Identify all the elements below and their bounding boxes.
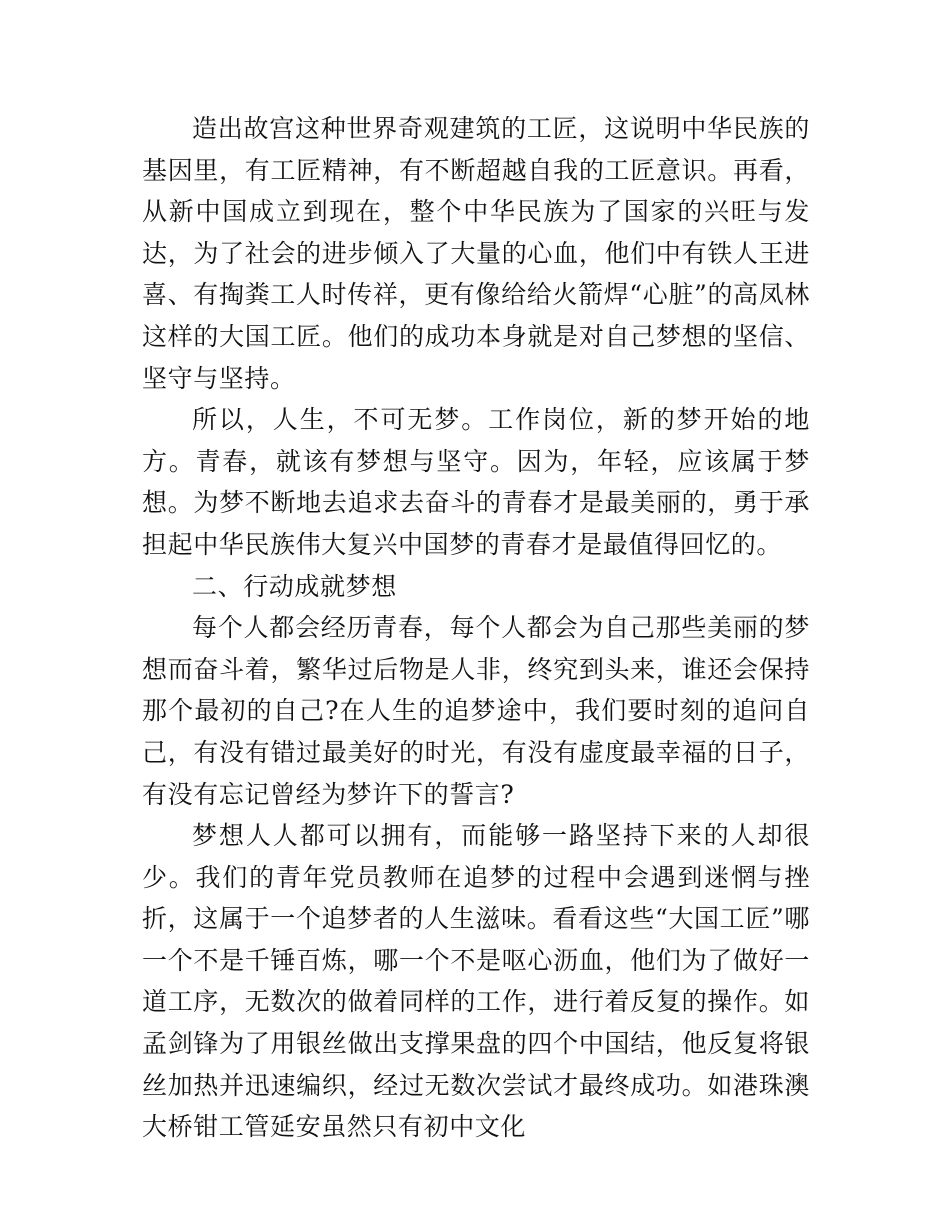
body-text xyxy=(142,108,810,1148)
paragraph-craftsman-spirit: 造出故宫这种世界奇观建筑的工匠，这说明中华民族的基因里，有工匠精神，有不断超越自我的工匠意识。再看，从新中国成立到现在，整个中华民族为了国家的兴旺与发达，为了社会的进步倾入了大量的心血，他们中有铁人王进喜、有掏粪工人时传祥，更有像给给火箭焊“心脏”的高凤林这样的大国工匠。他们的成功本身就是对自己梦想的坚信、坚守与坚持。 xyxy=(142,114,810,393)
paragraph-youth-dream: 所以，人生，不可无梦。工作岗位，新的梦开始的地方。青春，就该有梦想与坚守。因为，年轻，应该属于梦想。为梦不断地去追求去奋斗的青春才是最美丽的，勇于承担起中华民族伟大复兴中国梦的青春才是最值得回忆的。 xyxy=(142,405,810,559)
section-heading: 二、行动成就梦想 xyxy=(192,571,397,601)
paragraph-persistence: 梦想人人都可以拥有，而能够一路坚持下来的人却很少。我们的青年党员教师在追梦的过程中会遇到迷惘与挫折，这属于一个追梦者的人生滋味。看看这些“大国工匠”哪一个不是千锤百炼，哪一个不是呕心沥血，他们为了做好一道工序，无数次的做着同样的工作，进行着反复的操作。如孟剑锋为了用银丝做出支撑果盘的四个中国结，他反复将银丝加热并迅速编织，经过无数次尝试才最终成功。如港珠澳大桥钳工管延安虽然只有初中文化 xyxy=(142,821,810,1142)
paragraph-pursuit: 每个人都会经历青春，每个人都会为自己那些美丽的梦想而奋斗着，繁华过后物是人非，终究到头来，谁还会保持那个最初的自己?在人生的追梦途中，我们要时刻的追问自己，有没有错过最美好的时光，有没有虚度最幸福的日子，有没有忘记曾经为梦许下的誓言? xyxy=(142,613,810,809)
